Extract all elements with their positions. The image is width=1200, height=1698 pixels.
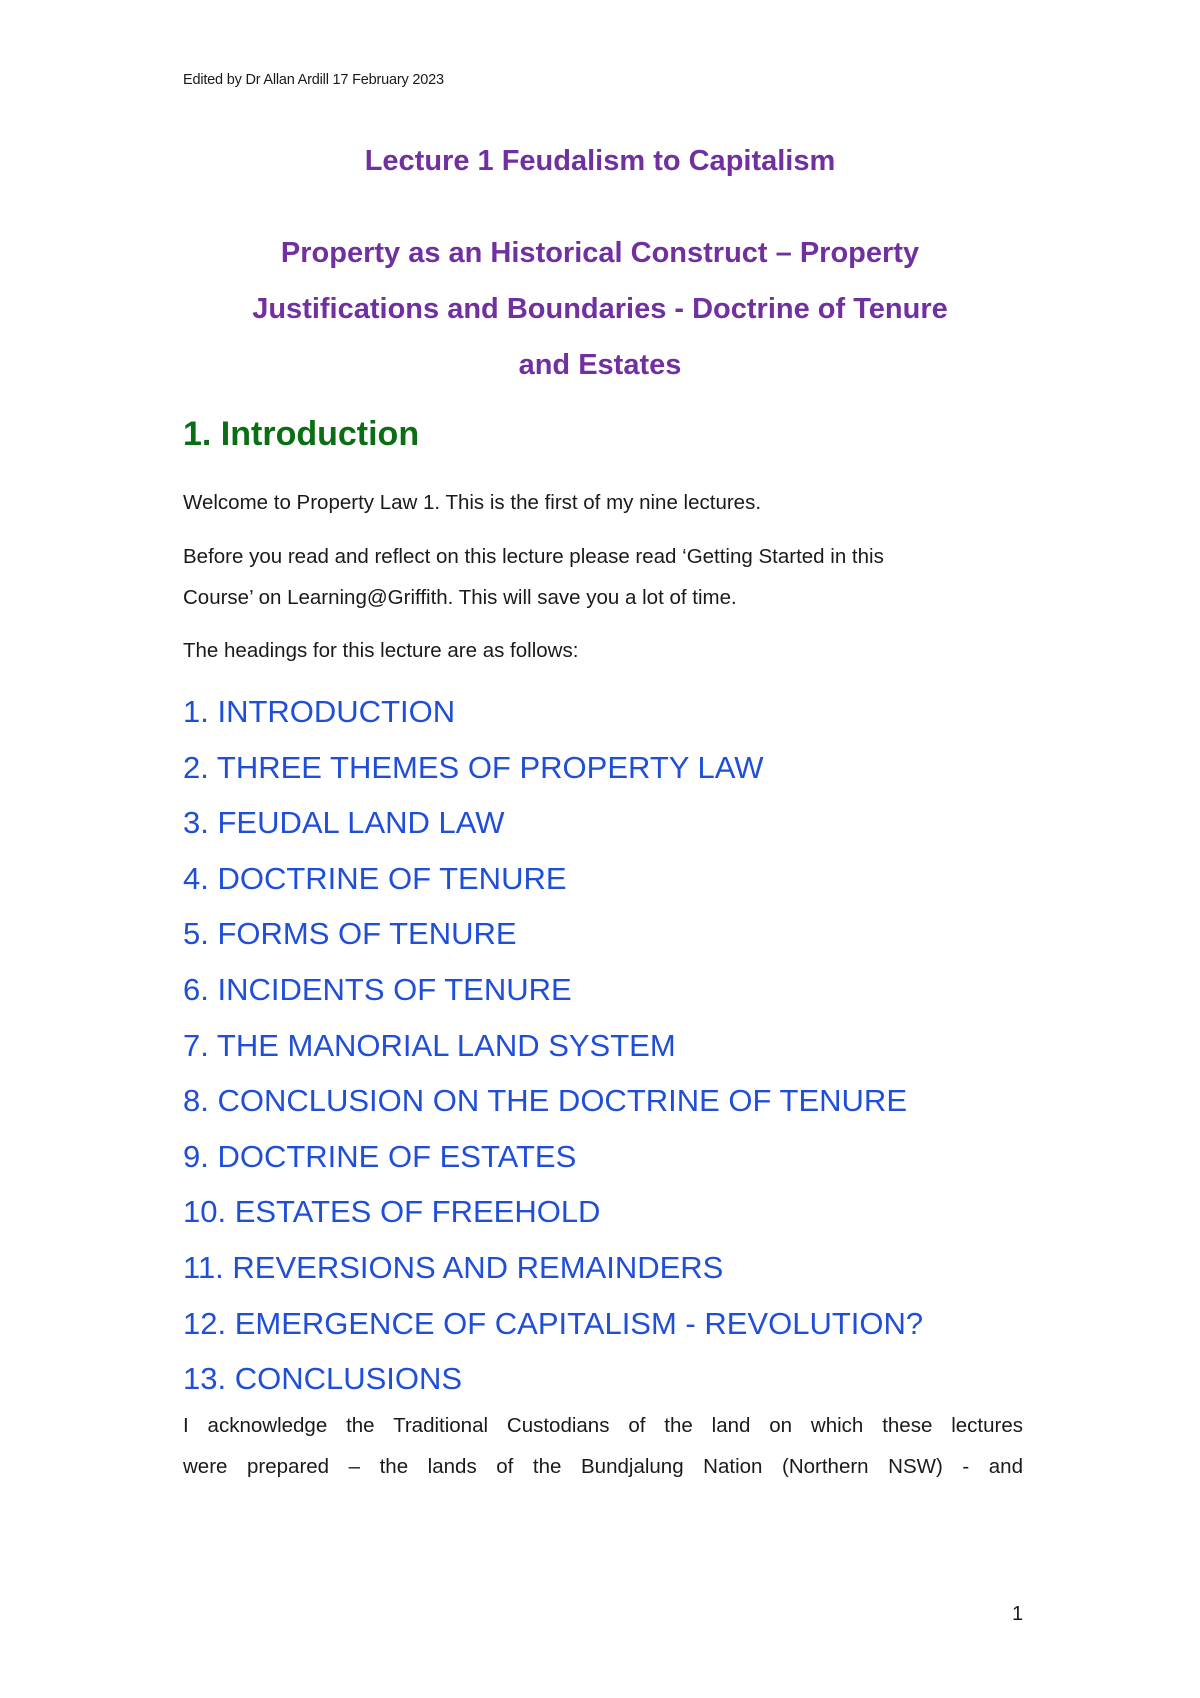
- section-heading-introduction: 1. Introduction: [183, 415, 420, 453]
- paragraph-line: Course’ on Learning@Griffith. This will save you a lot of time.: [183, 586, 737, 609]
- lecture-headings-list: [183, 684, 923, 1407]
- paragraph-line: I acknowledge the Traditional Custodians of the land on which these lectures: [183, 1414, 1023, 1437]
- toc-item: 2. THREE THEMES OF PROPERTY LAW: [183, 749, 764, 785]
- toc-item: 7. THE MANORIAL LAND SYSTEM: [183, 1027, 676, 1063]
- toc-item: 5. FORMS OF TENURE: [183, 916, 517, 952]
- header-edit-note: Edited by Dr Allan Ardill 17 February 2023: [183, 72, 444, 88]
- paragraph-headings-intro: [183, 630, 1023, 671]
- toc-item: 10. ESTATES OF FREEHOLD: [183, 1194, 601, 1230]
- subtitle-line: and Estates: [518, 349, 682, 381]
- paragraph-line: Welcome to Property Law 1. This is the first of my nine lectures.: [183, 491, 762, 514]
- page-number: 1: [1012, 1603, 1024, 1625]
- toc-item: 8. CONCLUSION ON THE DOCTRINE OF TENURE: [183, 1083, 907, 1119]
- toc-item: 1. INTRODUCTION: [183, 694, 456, 729]
- paragraph-acknowledgement: [183, 1405, 1023, 1487]
- paragraph-before-reading: [183, 536, 1023, 618]
- toc-item: 4. DOCTRINE OF TENURE: [183, 860, 567, 896]
- toc-item: 3. FEUDAL LAND LAW: [183, 805, 505, 841]
- toc-item: 6. INCIDENTS OF TENURE: [183, 971, 572, 1007]
- subtitle-line: Property as an Historical Construct – Property: [280, 237, 920, 269]
- paragraph-welcome: [183, 482, 1023, 523]
- toc-item: 9. DOCTRINE OF ESTATES: [183, 1138, 577, 1174]
- subtitle-line: Justifications and Boundaries - Doctrine of Tenure: [252, 293, 948, 325]
- paragraph-line: Before you read and reflect on this lecture please read ‘Getting Started in this: [183, 545, 884, 568]
- paragraph-line: were prepared – the lands of the Bundjalung Nation (Northern NSW) - and: [183, 1455, 1023, 1478]
- lecture-subtitle: [150, 225, 1050, 393]
- paragraph-line: The headings for this lecture are as follows:: [183, 639, 579, 662]
- lecture-title: Lecture 1 Feudalism to Capitalism: [364, 145, 836, 177]
- toc-item: 12. EMERGENCE OF CAPITALISM - REVOLUTION?: [183, 1305, 924, 1341]
- toc-item: 11. REVERSIONS AND REMAINDERS: [183, 1249, 724, 1285]
- toc-item: 13. CONCLUSIONS: [183, 1361, 463, 1397]
